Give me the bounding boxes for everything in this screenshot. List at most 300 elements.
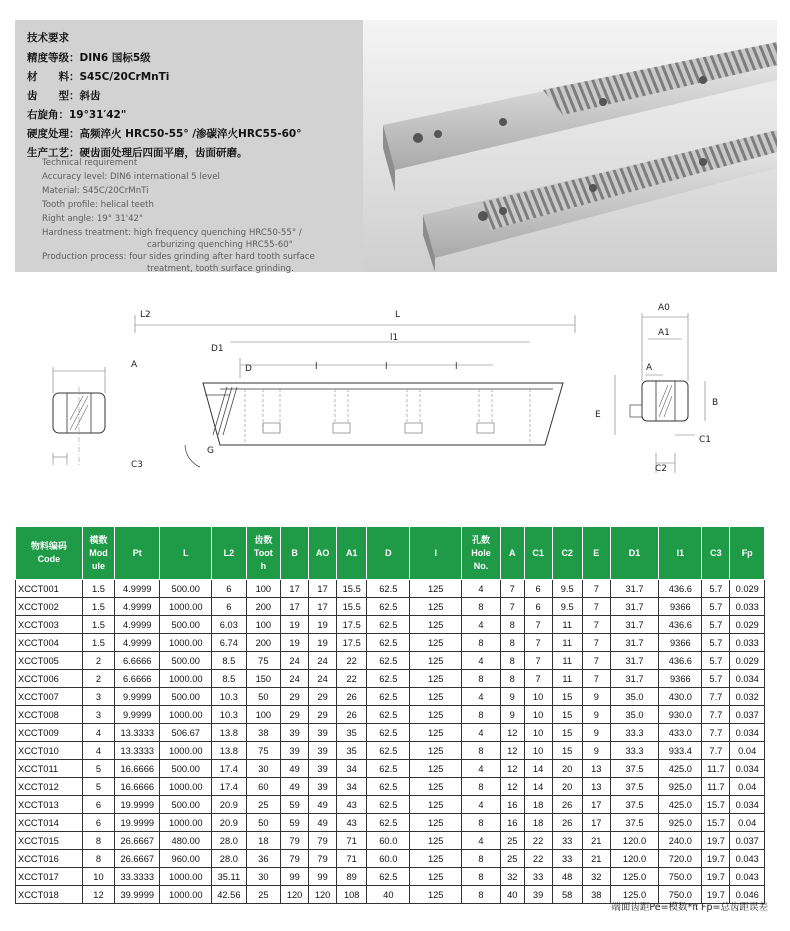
table-cell: 19	[309, 616, 337, 634]
table-cell: 0.043	[730, 868, 765, 886]
table-cell: 71	[337, 850, 367, 868]
table-cell: 40	[367, 886, 410, 904]
label-g: G	[207, 446, 214, 456]
table-cell: 26.6667	[115, 832, 160, 850]
table-cell: 0.034	[730, 670, 765, 688]
table-cell: 21	[582, 832, 610, 850]
table-cell: 0.034	[730, 796, 765, 814]
table-cell: 24	[281, 652, 309, 670]
column-header	[610, 527, 658, 580]
table-cell: 37.5	[610, 760, 658, 778]
header-text: 齿数	[254, 534, 273, 545]
table-cell: 15.7	[702, 814, 730, 832]
lower-rack-shape	[423, 130, 777, 272]
table-cell: 8	[500, 634, 524, 652]
table-cell: 34	[337, 760, 367, 778]
table-cell: 200	[246, 634, 280, 652]
table-cell: 26	[552, 796, 582, 814]
table-cell: 8	[462, 814, 501, 832]
table-cell: 10	[82, 868, 114, 886]
table-cell: 24	[281, 670, 309, 688]
table-cell: 10	[524, 724, 552, 742]
table-cell: 14	[524, 778, 552, 796]
table-cell: 39	[524, 886, 552, 904]
table-cell: 8	[462, 670, 501, 688]
table-cell: 59	[281, 814, 309, 832]
table-cell: 28.0	[212, 832, 246, 850]
table-cell: 22	[337, 652, 367, 670]
header-text: L2	[223, 547, 235, 558]
label-e: E	[595, 410, 601, 420]
table-cell: 8	[500, 670, 524, 688]
table-cell: 6	[524, 580, 552, 598]
table-cell: 240.0	[659, 832, 702, 850]
spec-cn-tooth: 齿 型：斜齿	[27, 90, 101, 102]
table-cell: 100	[246, 616, 280, 634]
table-cell: 29	[309, 688, 337, 706]
table-cell: 9	[500, 706, 524, 724]
table-cell: 16	[500, 814, 524, 832]
table-cell: 720.0	[659, 850, 702, 868]
label-c2: C2	[655, 464, 668, 474]
table-cell: 1000.00	[160, 778, 212, 796]
table-cell: XCCT007	[16, 688, 83, 706]
table-cell: 9	[582, 724, 610, 742]
table-cell: 62.5	[367, 652, 410, 670]
table-row	[16, 706, 765, 724]
table-cell: 125	[410, 850, 462, 868]
table-cell: 125	[410, 742, 462, 760]
table-cell: 5.7	[702, 616, 730, 634]
table-cell: 19	[309, 634, 337, 652]
table-cell: 11	[552, 652, 582, 670]
table-cell: 11	[552, 670, 582, 688]
table-cell: XCCT010	[16, 742, 83, 760]
table-cell: 8	[462, 868, 501, 886]
table-cell: 120	[281, 886, 309, 904]
table-cell: 35	[337, 742, 367, 760]
footnote: 端面齿距Pe=模数*π Fp=总齿距误差	[611, 902, 768, 913]
table-cell: 62.5	[367, 580, 410, 598]
table-cell: 1.5	[82, 598, 114, 616]
column-header	[281, 527, 309, 580]
table-cell: 17	[309, 580, 337, 598]
table-cell: 37.5	[610, 778, 658, 796]
table-cell: 19.7	[702, 868, 730, 886]
table-cell: 42.56	[212, 886, 246, 904]
table-cell: 12	[500, 760, 524, 778]
column-header	[582, 527, 610, 580]
label-l-seg-3: l	[455, 362, 458, 372]
table-row	[16, 850, 765, 868]
table-cell: 39	[281, 724, 309, 742]
table-cell: 125	[410, 652, 462, 670]
table-cell: 62.5	[367, 760, 410, 778]
table-cell: 19.9999	[115, 814, 160, 832]
table-cell: 50	[246, 814, 280, 832]
table-cell: 4.9999	[115, 580, 160, 598]
table-cell: 125	[410, 598, 462, 616]
table-cell: 8	[462, 634, 501, 652]
table-cell: 4	[82, 742, 114, 760]
table-cell: 11	[552, 634, 582, 652]
table-cell: 11	[552, 616, 582, 634]
table-cell: 10	[524, 688, 552, 706]
table-row	[16, 814, 765, 832]
table-cell: 8.5	[212, 652, 246, 670]
spec-cn-process: 生产工艺：硬齿面处理后四面平磨，齿面研磨。	[27, 147, 248, 159]
table-cell: 7	[524, 616, 552, 634]
label-d1: D1	[211, 344, 224, 354]
spec-en-process-cont: treatment, tooth surface grinding.	[147, 264, 294, 274]
table-cell: 7.7	[702, 742, 730, 760]
header-text: h	[260, 560, 267, 571]
column-header	[702, 527, 730, 580]
table-cell: 22	[524, 832, 552, 850]
table-cell: XCCT005	[16, 652, 83, 670]
table-cell: 500.00	[160, 580, 212, 598]
table-cell: 5.7	[702, 652, 730, 670]
header-text: L	[183, 547, 189, 558]
column-header	[552, 527, 582, 580]
spec-panel	[15, 20, 363, 272]
table-cell: 150	[246, 670, 280, 688]
table-cell: 925.0	[659, 778, 702, 796]
header-text: l	[434, 547, 437, 558]
table-cell: XCCT018	[16, 886, 83, 904]
table-cell: 33	[552, 832, 582, 850]
table-cell: 7.7	[702, 724, 730, 742]
table-cell: 12	[500, 742, 524, 760]
table-cell: 4	[462, 832, 501, 850]
table-cell: 39	[309, 760, 337, 778]
table-cell: 125	[410, 796, 462, 814]
table-cell: 7	[500, 580, 524, 598]
table-cell: 125	[410, 580, 462, 598]
table-cell: 62.5	[367, 724, 410, 742]
table-cell: 8	[82, 850, 114, 868]
table-cell: 14	[524, 760, 552, 778]
table-cell: XCCT008	[16, 706, 83, 724]
section-view-right	[595, 303, 718, 474]
table-cell: 500.00	[160, 688, 212, 706]
table-cell: 4	[462, 652, 501, 670]
table-cell: 40	[500, 886, 524, 904]
table-cell: 125.0	[610, 868, 658, 886]
table-cell: 7	[582, 652, 610, 670]
table-cell: 89	[337, 868, 367, 886]
table-cell: 33.3333	[115, 868, 160, 886]
table-cell: 35.0	[610, 706, 658, 724]
table-cell: 49	[309, 814, 337, 832]
table-cell: 6	[212, 598, 246, 616]
table-cell: 7	[582, 634, 610, 652]
table-cell: 0.04	[730, 742, 765, 760]
spec-cn-accuracy: 精度等级：DIN6 国标5级	[27, 52, 151, 64]
table-cell: 1.5	[82, 634, 114, 652]
table-cell: 19.7	[702, 832, 730, 850]
table-cell: 62.5	[367, 688, 410, 706]
table-cell: 7	[582, 598, 610, 616]
header-text: AO	[315, 547, 330, 558]
table-cell: 0.034	[730, 760, 765, 778]
spec-cn-material: 材 料：S45C/20CrMnTi	[27, 71, 170, 83]
table-header-row	[16, 527, 765, 580]
table-row	[16, 670, 765, 688]
table-cell: 26	[337, 688, 367, 706]
table-cell: 436.6	[659, 616, 702, 634]
table-row	[16, 652, 765, 670]
table-row	[16, 778, 765, 796]
column-header	[462, 527, 501, 580]
table-cell: 62.5	[367, 616, 410, 634]
table-cell: 15.5	[337, 598, 367, 616]
table-row	[16, 868, 765, 886]
table-cell: 17	[582, 796, 610, 814]
table-cell: XCCT006	[16, 670, 83, 688]
table-row	[16, 796, 765, 814]
table-cell: 20.9	[212, 814, 246, 832]
table-cell: 19.7	[702, 886, 730, 904]
table-cell: XCCT017	[16, 868, 83, 886]
header-text: l1	[676, 547, 685, 558]
table-cell: XCCT015	[16, 832, 83, 850]
table-cell: 7.7	[702, 706, 730, 724]
table-cell: 4	[462, 580, 501, 598]
column-header	[246, 527, 280, 580]
table-cell: 0.029	[730, 652, 765, 670]
header-text: Fp	[741, 547, 753, 558]
column-header	[730, 527, 765, 580]
table-cell: 0.029	[730, 580, 765, 598]
column-header	[659, 527, 702, 580]
column-header	[524, 527, 552, 580]
table-cell: 35.11	[212, 868, 246, 886]
table-cell: 125	[410, 886, 462, 904]
table-cell: 125	[410, 724, 462, 742]
table-cell: 62.5	[367, 778, 410, 796]
table-cell: 24	[309, 652, 337, 670]
table-cell: 125	[410, 832, 462, 850]
table-cell: 13.8	[212, 724, 246, 742]
column-header	[309, 527, 337, 580]
column-header	[16, 527, 83, 580]
table-cell: 506.67	[160, 724, 212, 742]
table-cell: 17.4	[212, 778, 246, 796]
table-cell: XCCT009	[16, 724, 83, 742]
table-cell: 10	[524, 706, 552, 724]
header-text: C2	[561, 547, 573, 558]
table-cell: 125	[410, 688, 462, 706]
table-cell: 4.9999	[115, 598, 160, 616]
table-cell: 125	[410, 706, 462, 724]
header-text: Pt	[132, 547, 142, 558]
table-cell: 6	[82, 796, 114, 814]
table-cell: 26	[337, 706, 367, 724]
table-cell: 15	[552, 688, 582, 706]
table-cell: 8	[462, 598, 501, 616]
table-cell: 433.0	[659, 724, 702, 742]
table-cell: 7	[524, 634, 552, 652]
header-text: B	[291, 547, 298, 558]
table-cell: 31.7	[610, 670, 658, 688]
table-cell: 9.9999	[115, 688, 160, 706]
table-cell: 8	[500, 652, 524, 670]
table-cell: 17.4	[212, 760, 246, 778]
table-cell: 4	[462, 760, 501, 778]
table-cell: 17.5	[337, 616, 367, 634]
table-cell: 12	[500, 724, 524, 742]
table-cell: 18	[524, 796, 552, 814]
table-cell: 9.9999	[115, 706, 160, 724]
table-cell: 500.00	[160, 652, 212, 670]
spec-cn-title: 技术要求	[27, 32, 69, 44]
table-cell: 10.3	[212, 688, 246, 706]
table-cell: 13.3333	[115, 724, 160, 742]
table-cell: 32	[582, 868, 610, 886]
table-cell: 425.0	[659, 760, 702, 778]
table-cell: 31.7	[610, 652, 658, 670]
table-cell: 5.7	[702, 580, 730, 598]
table-cell: 19.7	[702, 850, 730, 868]
spec-cn-angle: 右旋角：19°31′42"	[27, 109, 127, 121]
table-cell: 15	[552, 724, 582, 742]
table-cell: 31.7	[610, 580, 658, 598]
table-cell: 10.3	[212, 706, 246, 724]
table-cell: 30	[246, 868, 280, 886]
table-cell: 1000.00	[160, 634, 212, 652]
header-text: 物料编码	[30, 541, 67, 551]
column-header	[212, 527, 246, 580]
spec-en-title: Technical requirement	[42, 158, 138, 168]
table-cell: 8	[462, 850, 501, 868]
header-text: C1	[532, 547, 544, 558]
table-cell: XCCT003	[16, 616, 83, 634]
column-header	[367, 527, 410, 580]
table-cell: 0.032	[730, 688, 765, 706]
table-cell: 39	[309, 742, 337, 760]
table-cell: 125	[410, 760, 462, 778]
table-cell: 8	[82, 832, 114, 850]
table-cell: 1000.00	[160, 670, 212, 688]
table-cell: 6	[212, 580, 246, 598]
table-cell: 125	[410, 778, 462, 796]
table-cell: 29	[281, 706, 309, 724]
table-cell: 108	[337, 886, 367, 904]
table-cell: 9	[582, 742, 610, 760]
table-cell: 1000.00	[160, 598, 212, 616]
table-cell: 125	[410, 616, 462, 634]
table-cell: 18	[246, 832, 280, 850]
table-cell: XCCT002	[16, 598, 83, 616]
table-cell: XCCT001	[16, 580, 83, 598]
table-cell: 38	[582, 886, 610, 904]
table-cell: 7	[524, 652, 552, 670]
table-row	[16, 580, 765, 598]
table-cell: 28.0	[212, 850, 246, 868]
table-cell: 21	[582, 850, 610, 868]
column-header	[115, 527, 160, 580]
table-cell: 19	[281, 634, 309, 652]
table-cell: 59	[281, 796, 309, 814]
table-cell: 22	[337, 670, 367, 688]
table-row	[16, 832, 765, 850]
table-cell: 31.7	[610, 616, 658, 634]
table-cell: 33.3	[610, 724, 658, 742]
table-cell: 62.5	[367, 742, 410, 760]
table-cell: 31.7	[610, 598, 658, 616]
column-header	[500, 527, 524, 580]
table-cell: 62.5	[367, 634, 410, 652]
table-cell: 4	[462, 796, 501, 814]
table-cell: 1000.00	[160, 868, 212, 886]
header-text: ule	[91, 560, 105, 571]
table-cell: 33	[552, 850, 582, 868]
table-cell: 79	[309, 850, 337, 868]
table-cell: 25	[246, 796, 280, 814]
rack-front-view	[135, 310, 575, 467]
table-cell: 19	[281, 616, 309, 634]
table-cell: 7.7	[702, 688, 730, 706]
header-text: No.	[473, 560, 489, 571]
table-cell: 35	[337, 724, 367, 742]
table-cell: 480.00	[160, 832, 212, 850]
header-text: 孔数	[471, 534, 490, 545]
label-a0: A0	[658, 303, 670, 313]
header-text: Toot	[253, 547, 273, 558]
table-cell: 36	[246, 850, 280, 868]
table-cell: 6	[524, 598, 552, 616]
table-cell: 10	[524, 742, 552, 760]
label-b: B	[712, 398, 719, 408]
spec-cn-hardness: 硬度处理：高频淬火 HRC50-55° /渗碳淬火HRC55-60°	[27, 128, 302, 140]
label-d: D	[245, 364, 252, 374]
table-cell: 62.5	[367, 868, 410, 886]
table-cell: 125	[410, 814, 462, 832]
label-l2: L2	[140, 310, 151, 320]
table-cell: 43	[337, 814, 367, 832]
table-cell: 0.033	[730, 598, 765, 616]
rack-photo	[363, 20, 777, 272]
header-text: C3	[710, 547, 722, 558]
table-cell: 15	[552, 742, 582, 760]
table-cell: 13	[582, 760, 610, 778]
table-cell: 13.8	[212, 742, 246, 760]
table-cell: 7	[500, 598, 524, 616]
table-cell: 60.0	[367, 850, 410, 868]
table-cell: 62.5	[367, 814, 410, 832]
table-cell: 17	[281, 598, 309, 616]
table-cell: 0.046	[730, 886, 765, 904]
header-text: A	[508, 547, 516, 558]
table-cell: 4	[462, 616, 501, 634]
table-row	[16, 688, 765, 706]
table-cell: 99	[281, 868, 309, 886]
table-cell: 436.6	[659, 652, 702, 670]
header-text: D1	[628, 547, 641, 558]
table-cell: 79	[281, 832, 309, 850]
table-cell: 43	[337, 796, 367, 814]
table-cell: 22	[524, 850, 552, 868]
table-cell: XCCT012	[16, 778, 83, 796]
table-cell: 30	[246, 760, 280, 778]
table-cell: 1000.00	[160, 706, 212, 724]
table-cell: 1.5	[82, 616, 114, 634]
table-cell: 7	[524, 670, 552, 688]
table-cell: 62.5	[367, 796, 410, 814]
table-cell: 6.6666	[115, 670, 160, 688]
table-cell: 8	[462, 778, 501, 796]
